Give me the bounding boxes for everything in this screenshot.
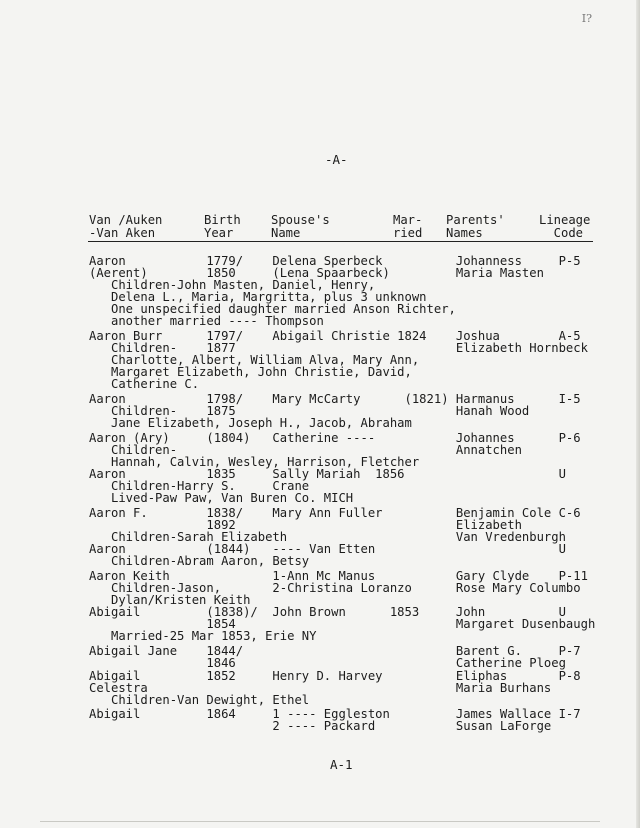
entry-line: Abigail (1838)/ John Brown 1853 John U: [89, 605, 566, 619]
entry-line: Married-25 Mar 1853, Erie NY: [89, 629, 317, 643]
entry-line: Abigail 1864 1 ---- Eggleston James Wallace I-7: [89, 707, 581, 721]
entry-line: 1854 Margaret Dusenbaugh: [89, 617, 596, 631]
entry-line: Children- 1875 Hanah Wood: [89, 404, 530, 418]
corner-mark: I?: [581, 12, 592, 25]
header-birth-year: Birth Year: [204, 213, 241, 240]
entry-line: Aaron (Ary) (1804) Catherine ---- Johannes P-6: [89, 431, 581, 445]
header-parents-names: Parents' Names: [446, 213, 505, 240]
entry-line: Aaron 1835 Sally Mariah 1856 U: [89, 467, 566, 481]
entry-line: Children-Harry S. Crane: [89, 479, 310, 493]
header-rule: [88, 241, 593, 242]
entry-line: Children-Van Dewight, Ethel: [89, 693, 310, 707]
entry-line: Children- 1877 Elizabeth Hornbeck: [89, 341, 588, 355]
scan-artifact-line: [40, 821, 600, 822]
entry-line: 1892 Elizabeth: [89, 518, 522, 532]
entry-line: Aaron 1798/ Mary McCarty (1821) Harmanus I-5: [89, 392, 581, 406]
entry-line: Children-Abram Aaron, Betsy: [89, 554, 310, 568]
entry-line: (Aerent) 1850 (Lena Spaarbeck) Maria Masten: [89, 266, 544, 280]
entry-line: Jane Elizabeth, Joseph H., Jacob, Abraham: [89, 416, 412, 430]
page-title: -A-: [325, 152, 348, 167]
entry-line: Dylan/Kristen Keith: [89, 593, 251, 607]
page-edge: [636, 0, 640, 828]
entry-line: Aaron 1779/ Delena Sperbeck Johanness P-5: [89, 254, 581, 268]
entry-line: Abigail Jane 1844/ Barent G. P-7: [89, 644, 581, 658]
entry-line: Charlotte, Albert, William Alva, Mary Ann,: [89, 353, 420, 367]
entry-line: One unspecified daughter married Anson Richter,: [89, 302, 456, 316]
entry-line: Aaron Keith 1-Ann Mc Manus Gary Clyde P-11: [89, 569, 588, 583]
entry-line: Aaron F. 1838/ Mary Ann Fuller Benjamin Cole C-6: [89, 506, 581, 520]
entry-line: Margaret Elizabeth, John Christie, David,: [89, 365, 412, 379]
entry-line: Aaron (1844) ---- Van Etten U: [89, 542, 566, 556]
entry-line: Children-John Masten, Daniel, Henry,: [89, 278, 376, 292]
entry-line: Children- Annatchen: [89, 443, 522, 457]
header-van-auken: Van /Auken -Van Aken: [89, 213, 163, 240]
entry-line: Children-Sarah Elizabeth Van Vredenburgh: [89, 530, 566, 544]
entry-line: Celestra Maria Burhans: [89, 681, 552, 695]
entry-line: Aaron Burr 1797/ Abigail Christie 1824 Joshua A-5: [89, 329, 581, 343]
entry-line: Delena L., Maria, Margritta, plus 3 unknown: [89, 290, 427, 304]
entry-line: Children-Jason, 2-Christina Loranzo Rose Mary Columbo: [89, 581, 581, 595]
entry-line: Hannah, Calvin, Wesley, Harrison, Fletcher: [89, 455, 420, 469]
header-lineage-code: Lineage Code: [539, 213, 591, 240]
entry-line: 1846 Catherine Ploeg: [89, 656, 566, 670]
entry-line: Abigail 1852 Henry D. Harvey Eliphas P-8: [89, 669, 581, 683]
page-number: A-1: [330, 757, 353, 772]
entry-line: Catherine C.: [89, 377, 200, 391]
entry-line: Lived-Paw Paw, Van Buren Co. MICH: [89, 491, 354, 505]
entry-line: another married ---- Thompson: [89, 314, 324, 328]
header-spouse-name: Spouse's Name: [271, 213, 330, 240]
entry-line: 2 ---- Packard Susan LaForge: [89, 719, 552, 733]
header-married: Mar- ried: [393, 213, 423, 240]
